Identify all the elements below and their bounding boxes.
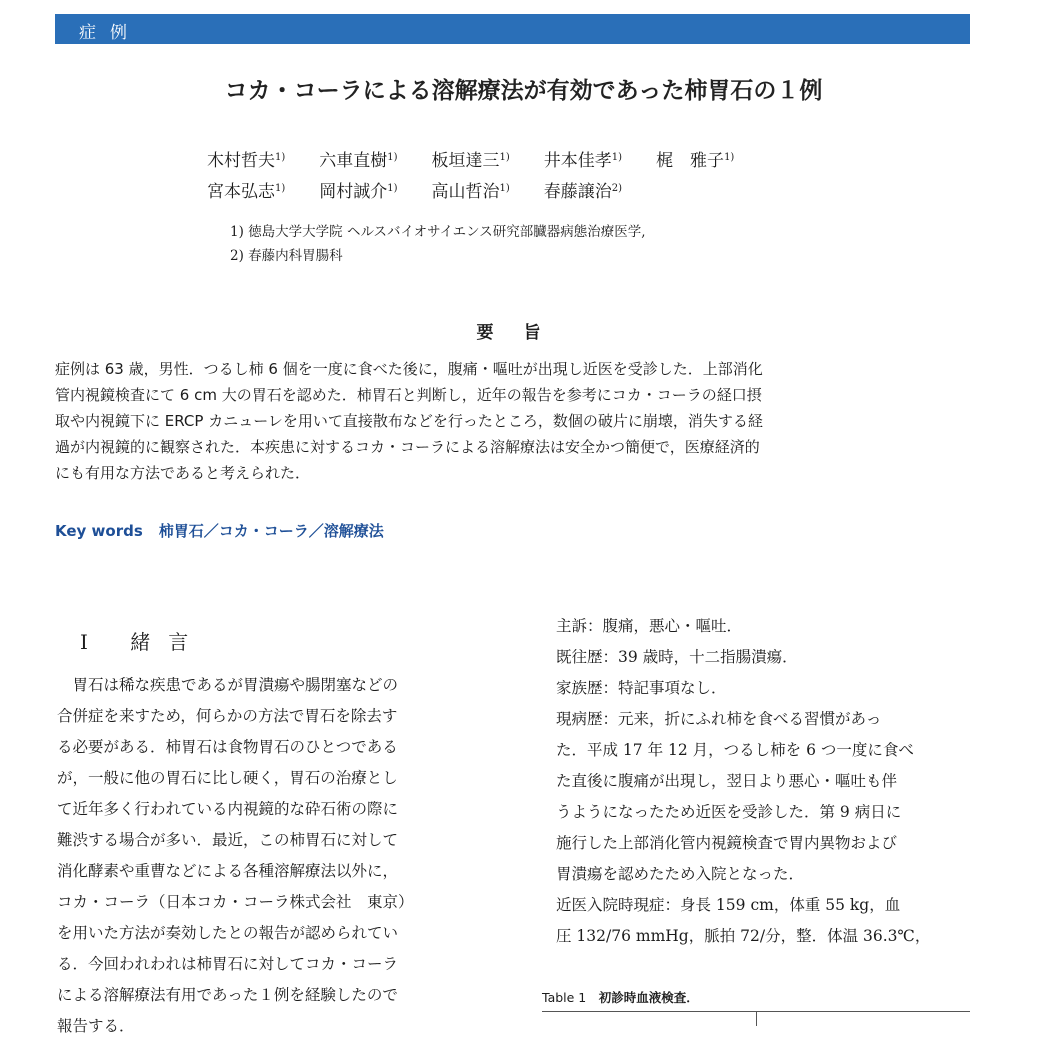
text-line: 既往歴：39 歳時，十二指腸潰瘍．	[556, 648, 798, 666]
text-line: 過が内視鏡的に観察された．本疾患に対するコカ・コーラによる溶解療法は安全かつ簡便で，医療経済的	[55, 438, 760, 456]
author	[432, 146, 510, 171]
author-name: 木村哲夫	[207, 151, 275, 171]
author-affiliation-mark: 1)	[499, 183, 510, 194]
author	[319, 177, 397, 202]
abstract-body	[55, 356, 977, 486]
table-caption-text: 初診時血液検査．	[598, 990, 699, 1005]
text-line: による溶解療法有用であった１例を経験したので	[57, 986, 398, 1004]
text-line: 家族歴：特記事項なし．	[556, 679, 727, 697]
text-line: 消化酵素や重曹などによる各種溶解療法以外に，	[57, 862, 399, 880]
keywords-label: Key words	[55, 522, 143, 540]
affiliation-1: 1) 徳島大学大学院 ヘルスバイオサイエンス研究部臓器病態治療医学,	[230, 224, 646, 240]
text-line: 圧 132/76 mmHg，脈拍 72/分，整．体温 36.3℃，	[556, 927, 931, 945]
text-line: 取や内視鏡下に ERCP カニューレを用いて直接散布などを行ったところ，数個の破片に崩壊，消失する経	[55, 412, 763, 430]
text-line: 主訴：腹痛，悪心・嘔吐．	[556, 617, 743, 635]
author-affiliation-mark: 2)	[611, 183, 623, 194]
text-line: 報告する．	[57, 1017, 135, 1035]
text-line: 症例は 63 歳，男性．つるし柿 6 個を一度に食べた後に，腹痛・嘔吐が出現し近医を受診した．上部消化	[55, 360, 763, 378]
text-line: 合併症を来すため，何らかの方法で胃石を除去す	[57, 707, 398, 725]
text-line: うようになったため近医を受診した．第 9 病日に	[556, 803, 902, 821]
author-affiliation-mark: 1)	[275, 152, 286, 163]
author	[544, 177, 622, 202]
author	[656, 146, 734, 171]
text-line: 難渋する場合が多い．最近，この柿胃石に対して	[57, 831, 399, 849]
authors-row-2	[207, 177, 656, 202]
section-header-bar	[55, 14, 970, 44]
text-line: 近医入院時現症：身長 159 cm，体重 55 kg，血	[556, 896, 901, 914]
author-name: 梶 雅子	[656, 151, 725, 171]
text-line: 管内視鏡検査にて 6 cm 大の胃石を認めた．柿胃石と判断し，近年の報告を参考にコカ・コーラの経口摂	[55, 386, 762, 404]
table-caption-label: Table 1	[542, 990, 587, 1005]
author	[432, 177, 510, 202]
author	[207, 146, 285, 171]
table-caption	[542, 988, 699, 1006]
section-header-label: 症例	[79, 23, 141, 43]
author-affiliation-mark: 1)	[387, 152, 398, 163]
author-name: 高山哲治	[431, 182, 500, 202]
text-line: が，一般に他の胃石に比し硬く，胃石の治療とし	[57, 769, 398, 787]
text-line: た．平成 17 年 12 月，つるし柿を 6 つ一度に食べ	[556, 741, 914, 759]
text-line: た直後に腹痛が出現し，翌日より悪心・嘔吐も伴	[556, 772, 898, 790]
text-line: 胃潰瘍を認めたため入院となった．	[556, 865, 805, 883]
table-column-divider	[756, 1012, 757, 1026]
author	[319, 146, 397, 171]
author-name: 宮本弘志	[207, 182, 275, 202]
author-name: 春藤譲治	[543, 182, 612, 202]
text-line: 現病歴：元来，折にふれ柿を食べる習慣があっ	[556, 710, 882, 728]
author-affiliation-mark: 1)	[611, 152, 623, 163]
text-line: 施行した上部消化管内視鏡検査で胃内異物および	[556, 834, 898, 852]
keywords-text: 柿胃石／コカ・コーラ／溶解療法	[158, 522, 384, 540]
text-line: る必要がある．柿胃石は食物胃石のひとつである	[57, 738, 398, 756]
text-line: る．今回われわれは柿胃石に対してコカ・コーラ	[57, 955, 399, 973]
author-affiliation-mark: 1)	[499, 152, 510, 163]
author-affiliation-mark: 1)	[724, 152, 735, 163]
author-name: 井本佳孝	[543, 151, 612, 171]
left-column-text	[57, 670, 414, 1042]
text-line: コカ・コーラ（日本コカ・コーラ株式会社 東京）	[57, 893, 414, 911]
author	[207, 177, 285, 202]
author-affiliation-mark: 1)	[275, 183, 286, 194]
abstract-heading: 要旨	[476, 323, 571, 343]
text-line: 胃石は稀な疾患であるが胃潰瘍や腸閉塞などの	[57, 676, 399, 694]
author	[544, 146, 622, 171]
article-title: コカ・コーラによる溶解療法が有効であった柿胃石の１例	[224, 78, 823, 104]
author-name: 六車直樹	[319, 151, 388, 171]
author-name: 岡村誠介	[319, 182, 388, 202]
affiliation-2: 2) 春藤内科胃腸科	[230, 248, 343, 264]
section-heading: Ⅰ 緒言	[80, 630, 207, 654]
text-line: にも有用な方法であると考えられた．	[55, 464, 311, 482]
text-line: を用いた方法が奏効したとの報告が認められてい	[57, 924, 399, 942]
author-affiliation-mark: 1)	[387, 183, 398, 194]
author-name: 板垣達三	[431, 151, 500, 171]
right-column-text	[556, 611, 930, 952]
keywords	[55, 520, 384, 541]
text-line: て近年多く行われている内視鏡的な砕石術の際に	[57, 800, 399, 818]
authors-row-1	[207, 146, 768, 171]
